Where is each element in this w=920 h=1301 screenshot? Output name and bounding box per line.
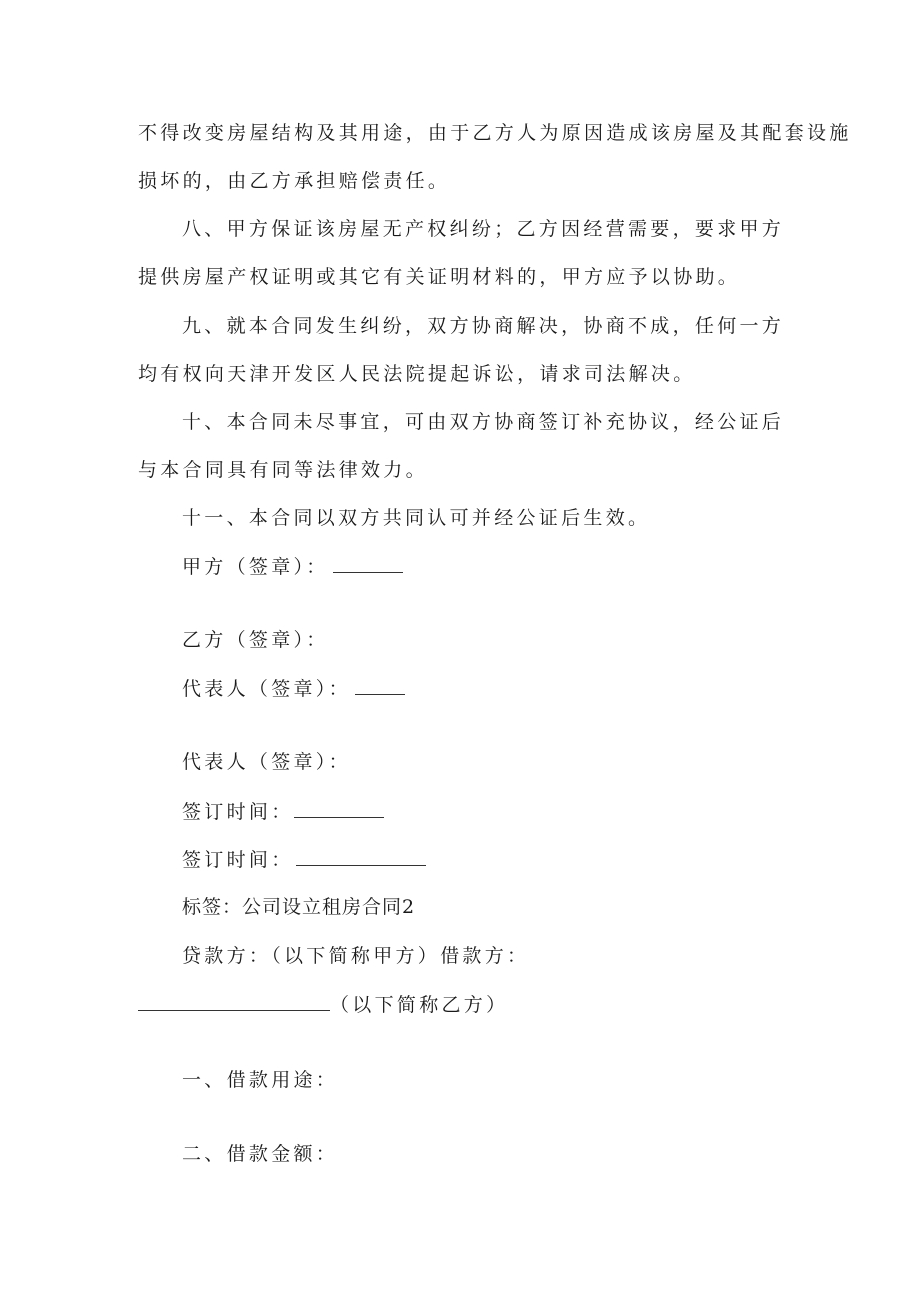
party-b-signature: 乙方（签章）： xyxy=(182,629,329,651)
clause-11-line: 十一、本合同以双方共同认可并经公证后生效。 xyxy=(182,507,651,529)
clause-10-line: 十、本合同未尽事宜，可由双方协商签订补充协议，经公证后 xyxy=(182,411,785,433)
paragraph-line: 提供房屋产权证明或其它有关证明材料的，甲方应予以协助。 xyxy=(138,266,741,288)
date-blank xyxy=(296,847,426,866)
signing-date xyxy=(182,847,426,872)
paragraph-line: 与本合同具有同等法律效力。 xyxy=(138,459,428,481)
date-blank xyxy=(294,799,384,818)
borrower-line xyxy=(138,992,508,1017)
clause-8-line: 八、甲方保证该房屋无产权纠纷；乙方因经营需要，要求甲方 xyxy=(182,218,785,240)
party-a-signature xyxy=(182,554,403,579)
paragraph-line: 不得改变房屋结构及其用途，由于乙方人为原因造成该房屋及其配套设施 xyxy=(138,122,852,144)
signing-date xyxy=(182,799,384,824)
borrower-suffix: （以下简称乙方） xyxy=(330,994,509,1016)
borrower-name-blank xyxy=(138,992,330,1011)
signature-blank xyxy=(333,554,403,573)
paragraph-line: 均有权向天津开发区人民法院提起诉讼，请求司法解决。 xyxy=(138,363,696,385)
party-a-label: 甲方（签章）： xyxy=(182,556,329,578)
loan-purpose: 一、借款用途： xyxy=(182,1069,339,1091)
representative-signature: 代表人（签章）： xyxy=(182,751,351,773)
paragraph-line: 损坏的，由乙方承担赔偿责任。 xyxy=(138,170,451,192)
signature-blank xyxy=(355,676,405,695)
clause-9-line: 九、就本合同发生纠纷，双方协商解决，协商不成，任何一方 xyxy=(182,315,785,337)
lender-line: 贷款方：（以下简称甲方）借款方： xyxy=(182,945,530,967)
tag-line: 标签：公司设立租房合同2 xyxy=(182,896,416,918)
signing-date-label: 签订时间： xyxy=(182,801,294,823)
representative-label: 代表人（签章）： xyxy=(182,678,351,700)
signing-date-label: 签订时间： xyxy=(182,849,294,871)
representative-signature xyxy=(182,676,405,701)
loan-amount: 二、借款金额： xyxy=(182,1143,339,1165)
